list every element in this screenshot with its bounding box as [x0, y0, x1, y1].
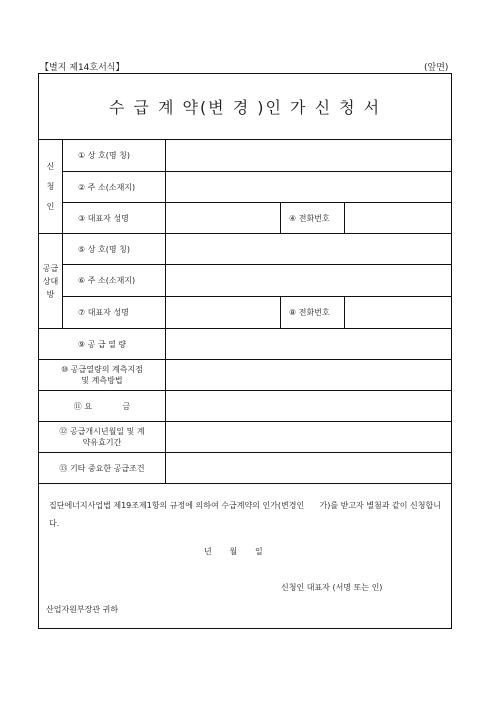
supplier-address-label: ⑥ 주 소(소재지) — [78, 276, 136, 285]
item-field[interactable] — [165, 453, 451, 483]
applicant-address-field[interactable] — [165, 172, 451, 202]
applicant-group-char: 신 — [46, 161, 55, 171]
date-line: 년 월 일 — [204, 547, 263, 556]
application-form — [38, 73, 452, 629]
supplier-group-line: 방 — [46, 289, 55, 299]
applicant-phone-label: ④ 전화번호 — [280, 203, 344, 233]
item-label: ⑬ 기타 중요한 공급조건 — [59, 463, 145, 473]
page-side: (앞면) — [424, 63, 449, 73]
signature-line: 신청인 대표자 (서명 또는 인) — [281, 583, 383, 592]
applicant-address-label: ② 주 소(소재지) — [78, 182, 136, 192]
applicant-rep-label: ③ 대표자 성명 — [78, 213, 129, 223]
applicant-rep-row — [63, 203, 451, 234]
other-conditions-row — [39, 453, 451, 484]
item-field[interactable] — [165, 360, 451, 390]
supplier-address-row — [63, 265, 451, 297]
supplier-address-field[interactable] — [165, 265, 451, 296]
applicant-name-label: ① 상 호(명 칭) — [78, 151, 130, 160]
fee-row — [39, 391, 451, 422]
form-title: 수 급 계 약(변 경 )인 가 신 청 서 — [39, 74, 451, 140]
supplier-phone-label: ⑧ 전화번호 — [280, 297, 344, 328]
item-label: ⑨ 공 급 열 량 — [77, 339, 127, 349]
supply-heat-row — [39, 329, 451, 360]
applicant-phone-field[interactable] — [344, 203, 451, 233]
item-field[interactable] — [165, 329, 451, 359]
item-label: ⑫ 공급개시년월일 및 계약유효기간 — [59, 427, 145, 447]
supplier-rep-row — [63, 297, 451, 329]
supplier-name-label: ⑤ 상 호(명 칭) — [78, 244, 130, 254]
applicant-name-row — [63, 140, 451, 172]
item-field[interactable] — [165, 422, 451, 452]
applicant-group-char: 청 — [46, 181, 55, 191]
item-label: ⑩ 공급열량의 계측지점 및 계측방법 — [61, 365, 143, 385]
item-label: ⑪ 요 금 — [73, 401, 131, 411]
applicant-rep-field[interactable] — [165, 203, 280, 233]
supplier-name-field[interactable] — [165, 234, 451, 264]
applicant-group-label — [39, 140, 63, 234]
applicant-address-row — [63, 172, 451, 203]
supplier-group-line: 공급 — [42, 263, 59, 273]
supplier-rep-label: ⑦ 대표자 성명 — [78, 308, 129, 317]
supplier-group-line: 상대 — [42, 276, 59, 286]
metering-row — [39, 360, 451, 391]
supplier-name-row — [63, 234, 451, 265]
statement-text: 집단에너지사업법 제19조제1항의 규정에 의하여 수급계약의 인가(변경인 가)를 받고자 별첨과 같이 신청합니다. — [49, 501, 441, 528]
form-number: 【별지 제14호서식】 — [40, 63, 125, 73]
supplier-phone-field[interactable] — [344, 297, 451, 328]
supplier-group-label — [39, 234, 63, 329]
supplier-rep-field[interactable] — [165, 297, 280, 328]
applicant-group-char: 인 — [46, 201, 55, 211]
applicant-name-field[interactable] — [165, 140, 451, 171]
contract-period-row — [39, 422, 451, 453]
item-field[interactable] — [165, 391, 451, 421]
addressee: 산업자원부장관 귀하 — [46, 605, 119, 614]
